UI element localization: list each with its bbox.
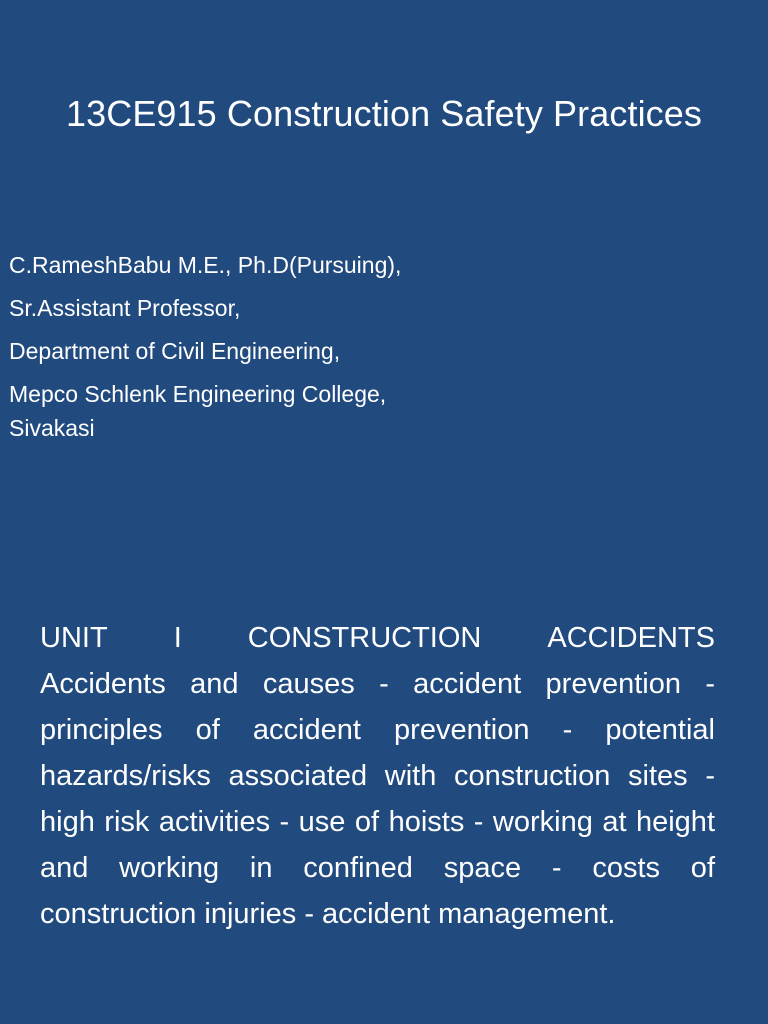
author-block xyxy=(9,248,629,445)
author-department: Department of Civil Engineering, xyxy=(9,338,341,364)
unit-heading-word: CONSTRUCTION xyxy=(247,622,482,654)
unit-heading-word: ACCIDENTS xyxy=(547,622,715,654)
author-college: Mepco Schlenk Engineering College, xyxy=(9,381,387,407)
syllabus-body-text: Accidents and causes - accident prevention - principles of accident prevention - potential hazards/risks associated with construction sites - high risk activities - use of hoists - working at height and working in confined space - costs of construction injuries - accident management. xyxy=(40,668,715,930)
unit-heading-word: I xyxy=(173,622,182,654)
author-city: Sivakasi xyxy=(9,415,95,441)
unit-heading-word: UNIT xyxy=(40,622,108,654)
author-name: C.RameshBabu M.E., Ph.D(Pursuing), xyxy=(9,252,402,278)
author-position: Sr.Assistant Professor, xyxy=(9,295,241,321)
unit-heading xyxy=(40,615,715,661)
slide-title: 13CE915 Construction Safety Practices xyxy=(65,93,703,134)
syllabus-block xyxy=(40,615,715,937)
